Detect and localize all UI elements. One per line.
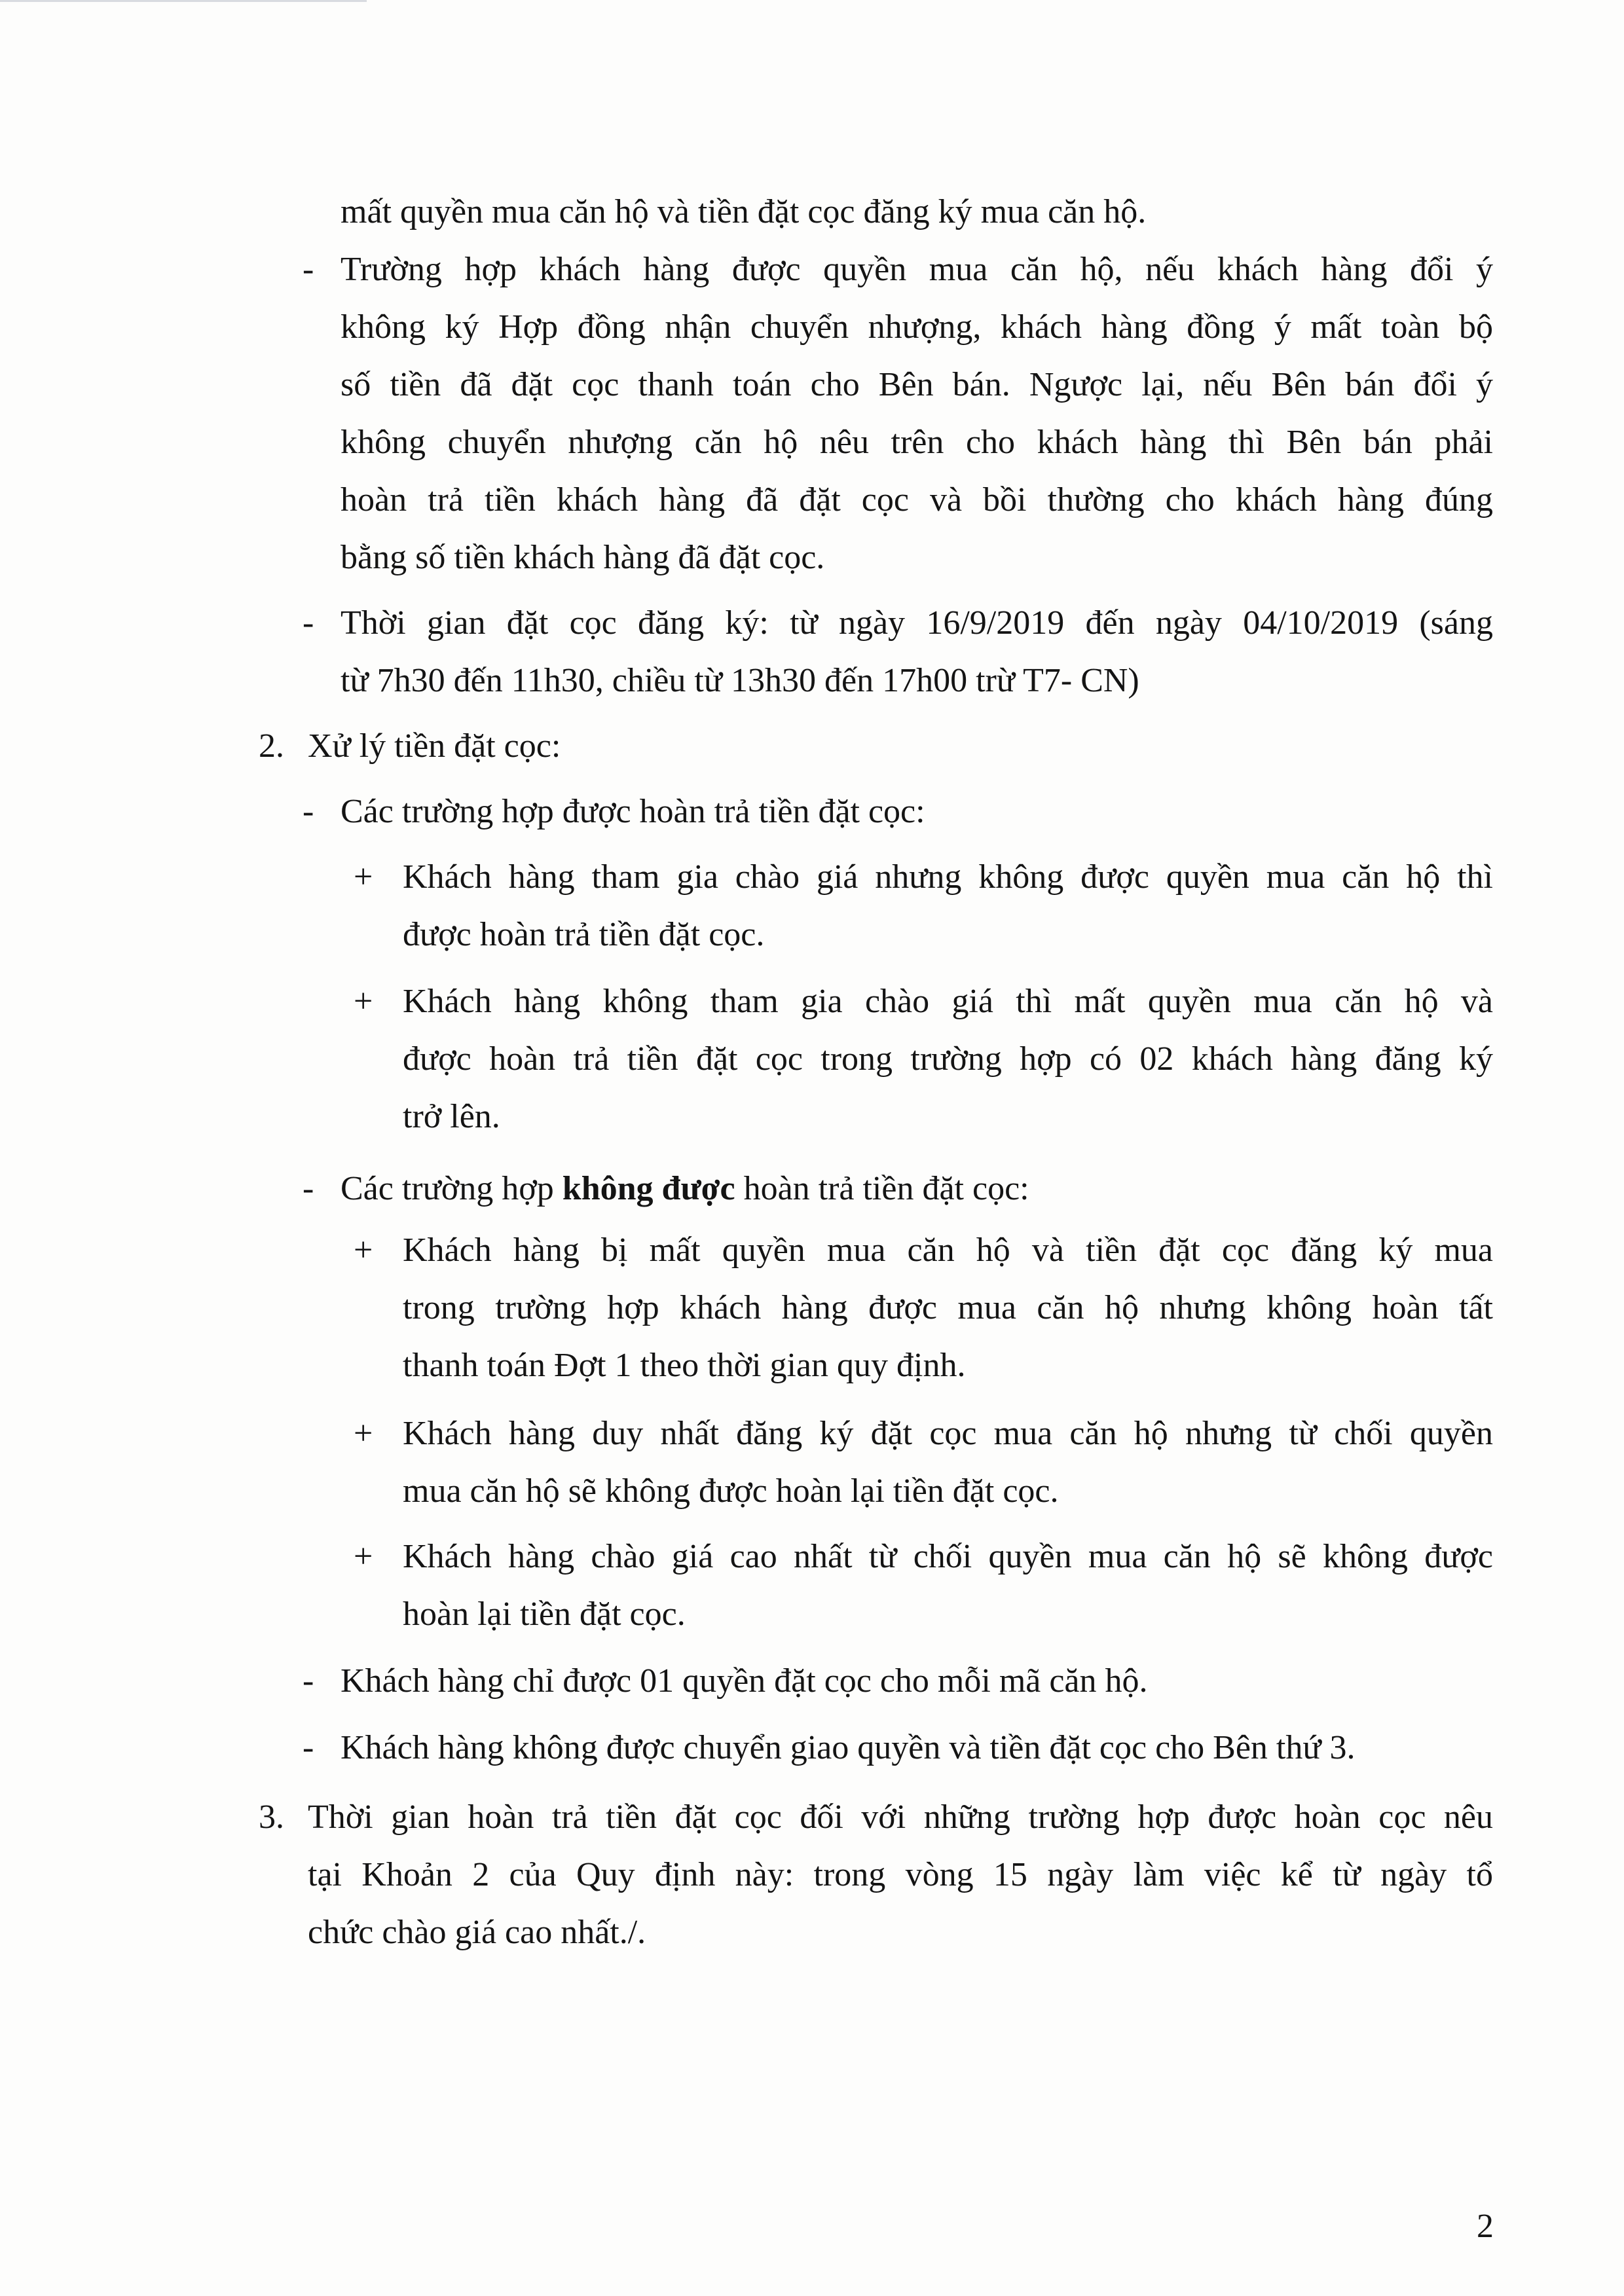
plus-marker: + bbox=[354, 1231, 373, 1269]
paragraph-line: Khách hàng bị mất quyền mua căn hộ và tiền đặt cọc đăng ký mua bbox=[403, 1231, 1493, 1269]
section-number: 3. bbox=[259, 1798, 284, 1836]
section-number: 2. bbox=[259, 727, 284, 765]
paragraph-line: hoàn trả tiền khách hàng đã đặt cọc và bồi thường cho khách hàng đúng bbox=[341, 481, 1493, 519]
paragraph-line: trở lên. bbox=[403, 1098, 500, 1135]
plus-marker: + bbox=[354, 983, 373, 1020]
paragraph-line: Khách hàng không được chuyển giao quyền và tiền đặt cọc cho Bên thứ 3. bbox=[341, 1729, 1356, 1766]
dash-marker: - bbox=[303, 1729, 314, 1766]
paragraph-line: không ký Hợp đồng nhận chuyển nhượng, khách hàng đồng ý mất toàn bộ bbox=[341, 308, 1493, 346]
paragraph-line: tại Khoản 2 của Quy định này: trong vòng 15 ngày làm việc kể từ ngày tổ bbox=[308, 1856, 1493, 1893]
page-number: 2 bbox=[1477, 2208, 1494, 2245]
paragraph-line: mua căn hộ sẽ không được hoàn lại tiền đặt cọc. bbox=[403, 1472, 1059, 1510]
paragraph-line: từ 7h30 đến 11h30, chiều từ 13h30 đến 17h00 trừ T7- CN) bbox=[341, 662, 1139, 699]
plus-marker: + bbox=[354, 1415, 373, 1452]
text-segment: Các trường hợp bbox=[341, 1170, 563, 1207]
paragraph-line: trong trường hợp khách hàng được mua căn hộ nhưng không hoàn tất bbox=[403, 1289, 1493, 1326]
dash-marker: - bbox=[303, 604, 314, 642]
paragraph-line: Khách hàng không tham gia chào giá thì mất quyền mua căn hộ và bbox=[403, 983, 1493, 1020]
paragraph-line: Khách hàng chào giá cao nhất từ chối quyền mua căn hộ sẽ không được bbox=[403, 1538, 1493, 1575]
dash-marker: - bbox=[303, 1170, 314, 1207]
dash-marker: - bbox=[303, 1662, 314, 1700]
paragraph-line: Khách hàng duy nhất đăng ký đặt cọc mua căn hộ nhưng từ chối quyền bbox=[403, 1415, 1493, 1452]
paragraph-line: được hoàn trả tiền đặt cọc. bbox=[403, 916, 765, 953]
plus-marker: + bbox=[354, 1538, 373, 1575]
plus-marker: + bbox=[354, 858, 373, 896]
paragraph-line: Thời gian đặt cọc đăng ký: từ ngày 16/9/2019 đến ngày 04/10/2019 (sáng bbox=[341, 604, 1493, 642]
paragraph-line: thanh toán Đợt 1 theo thời gian quy định. bbox=[403, 1347, 966, 1384]
paragraph-line: Khách hàng chỉ được 01 quyền đặt cọc cho mỗi mã căn hộ. bbox=[341, 1662, 1148, 1700]
paragraph-line: Trường hợp khách hàng được quyền mua căn hộ, nếu khách hàng đổi ý bbox=[341, 251, 1493, 288]
paragraph-line: Khách hàng tham gia chào giá nhưng không được quyền mua căn hộ thì bbox=[403, 858, 1493, 896]
paragraph-continuation: mất quyền mua căn hộ và tiền đặt cọc đăng ký mua căn hộ. bbox=[341, 193, 1147, 230]
paragraph-line: hoàn lại tiền đặt cọc. bbox=[403, 1595, 686, 1633]
emphasis-text: không được bbox=[562, 1170, 735, 1207]
paragraph-line: Các trường hợp được hoàn trả tiền đặt cọc: bbox=[341, 793, 925, 830]
paragraph-line: được hoàn trả tiền đặt cọc trong trường hợp có 02 khách hàng đăng ký bbox=[403, 1040, 1493, 1078]
paragraph-line: chức chào giá cao nhất./. bbox=[308, 1914, 646, 1951]
section-title: Xử lý tiền đặt cọc: bbox=[308, 727, 561, 765]
paragraph-line: Thời gian hoàn trả tiền đặt cọc đối với những trường hợp được hoàn cọc nêu bbox=[308, 1798, 1493, 1836]
paragraph-line: không chuyển nhượng căn hộ nêu trên cho khách hàng thì Bên bán phải bbox=[341, 424, 1493, 461]
scan-edge-line bbox=[0, 0, 367, 2]
dash-marker: - bbox=[303, 793, 314, 830]
paragraph-line bbox=[341, 1160, 1493, 1218]
dash-marker: - bbox=[303, 251, 314, 288]
paragraph-line: bằng số tiền khách hàng đã đặt cọc. bbox=[341, 539, 825, 576]
paragraph-line: số tiền đã đặt cọc thanh toán cho Bên bán. Ngược lại, nếu Bên bán đổi ý bbox=[341, 366, 1493, 403]
text-segment: hoàn trả tiền đặt cọc: bbox=[735, 1170, 1029, 1207]
